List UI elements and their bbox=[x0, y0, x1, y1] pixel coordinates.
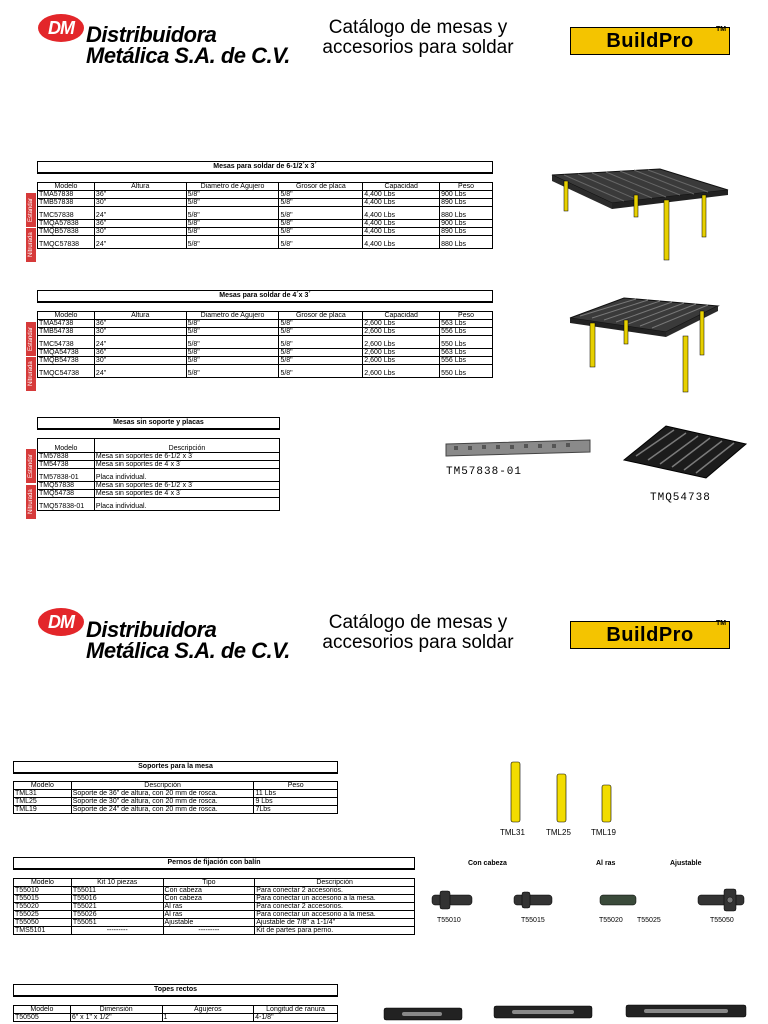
cell: TMA54738 bbox=[38, 320, 95, 328]
cell: 5/8" bbox=[279, 236, 363, 249]
leg-label-tml31: TML31 bbox=[500, 828, 525, 837]
table6-caption: Topes rectos bbox=[13, 984, 338, 997]
cell: T55025 bbox=[14, 911, 72, 919]
col-header: Peso bbox=[254, 782, 338, 790]
cell: T55015 bbox=[14, 895, 72, 903]
cell: T55021 bbox=[71, 903, 163, 911]
pin-label-t55025: T55025 bbox=[637, 917, 661, 924]
cell: 5/8" bbox=[186, 357, 279, 365]
table-header-row bbox=[38, 183, 493, 191]
cell: Soporte de 36" de altura, con 20 mm de rosca. bbox=[71, 790, 254, 798]
table1-caption: Mesas para soldar de 6-1/2´x 3´ bbox=[37, 161, 493, 174]
cell: 5/8" bbox=[186, 199, 279, 207]
table-row bbox=[38, 220, 493, 228]
cell: 550 Lbs bbox=[440, 336, 493, 349]
col-header: Diametro de Agujero bbox=[186, 312, 279, 320]
dm-logo bbox=[38, 14, 84, 44]
catalog-title bbox=[308, 18, 528, 58]
cell: 36" bbox=[94, 320, 186, 328]
table6 bbox=[13, 1005, 338, 1022]
cell: Al ras bbox=[163, 903, 255, 911]
table-row bbox=[14, 895, 415, 903]
table-row bbox=[38, 336, 493, 349]
cell: Placa individual. bbox=[94, 469, 279, 482]
cell: 2,600 Lbs bbox=[363, 357, 440, 365]
cell: 36" bbox=[94, 220, 186, 228]
cell: Para conectar un accesorio a la mesa. bbox=[255, 911, 415, 919]
catalog-title-line1: Catálogo de mesas y bbox=[328, 17, 508, 38]
cell: Soporte de 24" de altura, con 20 mm de rosca. bbox=[71, 806, 254, 814]
col-header: Kit 10 piezas bbox=[71, 879, 163, 887]
cell: 5/8" bbox=[186, 236, 279, 249]
cell: 5/8" bbox=[279, 328, 363, 336]
cell: 5/8" bbox=[186, 365, 279, 378]
cell: 24" bbox=[94, 207, 186, 220]
catalog-title-line1: Catálogo de mesas y bbox=[328, 612, 508, 633]
welding-table-small-image bbox=[566, 296, 721, 396]
table-row bbox=[14, 903, 415, 911]
table-row bbox=[38, 482, 280, 490]
cell: TMC54738 bbox=[38, 336, 95, 349]
leg-label-tml19: TML19 bbox=[591, 828, 616, 837]
col-header: Longitud de ranura bbox=[254, 1006, 338, 1014]
col-header: Descripción bbox=[255, 879, 415, 887]
table-row bbox=[38, 453, 280, 461]
cell: 30" bbox=[94, 328, 186, 336]
table-row bbox=[14, 806, 338, 814]
table-row bbox=[38, 469, 280, 482]
col-header: Capacidad bbox=[363, 183, 440, 191]
cell: 30" bbox=[94, 357, 186, 365]
buildpro-tm-2: TM bbox=[716, 620, 727, 627]
cell: 2,600 Lbs bbox=[363, 349, 440, 357]
col-header: Modelo bbox=[14, 1006, 71, 1014]
col-header: Tipo bbox=[163, 879, 255, 887]
side-label-nitrurada-3: Nitrurada bbox=[26, 485, 36, 519]
cell: 6" x 1" x 1/2" bbox=[70, 1014, 162, 1022]
table-row bbox=[38, 349, 493, 357]
buildpro-logo-2 bbox=[570, 621, 730, 649]
table-row bbox=[38, 498, 280, 511]
cell: TMQA54738 bbox=[38, 349, 95, 357]
table-top-image bbox=[622, 424, 748, 480]
table2-caption: Mesas para soldar de 4´x 3´ bbox=[37, 290, 493, 303]
cell: Con cabeza bbox=[163, 887, 255, 895]
pin-group-con-cabeza: Con cabeza bbox=[468, 860, 507, 867]
pin-group-al-ras: Al ras bbox=[596, 860, 616, 867]
cell: 4-1/8" bbox=[254, 1014, 338, 1022]
cell: 5/8" bbox=[279, 191, 363, 199]
table-row bbox=[14, 1014, 338, 1022]
cell: TMC57838 bbox=[38, 207, 95, 220]
cell: TM54738 bbox=[38, 461, 95, 469]
cell: TMQC54738 bbox=[38, 365, 95, 378]
cell: TMQA57838 bbox=[38, 220, 95, 228]
table4 bbox=[13, 781, 338, 814]
col-header: Altura bbox=[94, 312, 186, 320]
cell: T55050 bbox=[14, 919, 72, 927]
table-row bbox=[38, 199, 493, 207]
cell: T55011 bbox=[71, 887, 163, 895]
side-label-estandar-3: Estandar bbox=[26, 449, 36, 483]
cell: TMQ57838 bbox=[38, 482, 95, 490]
pin-label-t55050: T55050 bbox=[710, 917, 734, 924]
cell: 890 Lbs bbox=[440, 199, 493, 207]
col-header: Diametro de Agujero bbox=[186, 183, 279, 191]
pin-group-ajustable: Ajustable bbox=[670, 860, 702, 867]
pin-label-t55020: T55020 bbox=[599, 917, 623, 924]
cell: Mesa sin soportes de 6-1/2´x 3´ bbox=[94, 482, 279, 490]
cell: 5/8" bbox=[186, 320, 279, 328]
table-row bbox=[38, 357, 493, 365]
cell: 900 Lbs bbox=[440, 220, 493, 228]
cell: 5/8" bbox=[186, 191, 279, 199]
cell: TMQ57838-01 bbox=[38, 498, 95, 511]
cell: 5/8" bbox=[186, 328, 279, 336]
cell: 24" bbox=[94, 336, 186, 349]
cell: TM57838 bbox=[38, 453, 95, 461]
cell: 890 Lbs bbox=[440, 228, 493, 236]
cell: 2,600 Lbs bbox=[363, 320, 440, 328]
cell: 24" bbox=[94, 365, 186, 378]
table-row bbox=[14, 927, 415, 935]
cell: TML25 bbox=[14, 798, 72, 806]
table3 bbox=[37, 438, 280, 511]
cell: 2,600 Lbs bbox=[363, 365, 440, 378]
cell: TMQC57838 bbox=[38, 236, 95, 249]
buildpro-logo-text: BuildPro bbox=[606, 29, 694, 52]
cell: TML31 bbox=[14, 790, 72, 798]
cell: Para conectar un accesorio a la mesa. bbox=[255, 895, 415, 903]
table-row bbox=[38, 207, 493, 220]
table-header-row bbox=[38, 439, 280, 453]
cell: 30" bbox=[94, 228, 186, 236]
dm-logo-mark-2: DM bbox=[38, 608, 84, 636]
side-label-estandar-1: Estandar bbox=[26, 193, 36, 227]
col-header: Descripción bbox=[94, 439, 279, 453]
cell: Mesa sin soportes de 6-1/2´x 3´ bbox=[94, 453, 279, 461]
cell: TMQ54738 bbox=[38, 490, 95, 498]
cell: 563 Lbs bbox=[440, 349, 493, 357]
cell: TML19 bbox=[14, 806, 72, 814]
cell: Para conectar 2 accesorios. bbox=[255, 887, 415, 895]
col-header: Modelo bbox=[14, 782, 72, 790]
table-row bbox=[14, 919, 415, 927]
cell: 5/8" bbox=[279, 199, 363, 207]
cell: 5/8" bbox=[279, 365, 363, 378]
cell: 550 Lbs bbox=[440, 365, 493, 378]
cell: T55026 bbox=[71, 911, 163, 919]
cell: 4,400 Lbs bbox=[363, 220, 440, 228]
cell: TMB54738 bbox=[38, 328, 95, 336]
cell: 4,400 Lbs bbox=[363, 199, 440, 207]
table2 bbox=[37, 311, 493, 378]
col-header: Altura bbox=[94, 183, 186, 191]
cell: TM57838-01 bbox=[38, 469, 95, 482]
cell: Mesa sin soportes de 4´x 3´ bbox=[94, 490, 279, 498]
col-header: Modelo bbox=[38, 183, 95, 191]
table1 bbox=[37, 182, 493, 249]
pin-label-t55010: T55010 bbox=[437, 917, 461, 924]
cell: TMQB57838 bbox=[38, 228, 95, 236]
cell: 5/8" bbox=[279, 357, 363, 365]
cell: 7Lbs bbox=[254, 806, 338, 814]
cell: 2,600 Lbs bbox=[363, 328, 440, 336]
cell: 2,600 Lbs bbox=[363, 336, 440, 349]
cell: 5/8" bbox=[186, 207, 279, 220]
table-header-row bbox=[14, 782, 338, 790]
cell: 5/8" bbox=[279, 228, 363, 236]
cell: 880 Lbs bbox=[440, 236, 493, 249]
table4-caption: Soportes para la mesa bbox=[13, 761, 338, 774]
col-header: Modelo bbox=[38, 312, 95, 320]
cell: 11 Lbs bbox=[254, 790, 338, 798]
col-header: Capacidad bbox=[363, 312, 440, 320]
col-header: Peso bbox=[440, 312, 493, 320]
table-top-model-label: TMQ54738 bbox=[650, 492, 711, 504]
company-line2: Metálica S.A. de C.V. bbox=[86, 638, 290, 663]
company-line1: Distribuidora bbox=[86, 617, 217, 642]
cell: Ajustable de 7/8" a 1-1/4" bbox=[255, 919, 415, 927]
cell: 36" bbox=[94, 349, 186, 357]
pin-label-t55015: T55015 bbox=[521, 917, 545, 924]
table5 bbox=[13, 878, 415, 935]
company-line1: Distribuidora bbox=[86, 22, 217, 47]
cell: 880 Lbs bbox=[440, 207, 493, 220]
cell: 4,400 Lbs bbox=[363, 236, 440, 249]
table-header-row bbox=[38, 312, 493, 320]
side-label-nitrurada-2: Nitrurada bbox=[26, 357, 36, 391]
straight-stops-image bbox=[382, 1004, 752, 1024]
table-row bbox=[38, 228, 493, 236]
table-row bbox=[14, 911, 415, 919]
cell: T55016 bbox=[71, 895, 163, 903]
plate-image bbox=[444, 438, 592, 460]
col-header: Descripción bbox=[71, 782, 254, 790]
company-line2: Metálica S.A. de C.V. bbox=[86, 43, 290, 68]
cell: 24" bbox=[94, 236, 186, 249]
cell: T50505 bbox=[14, 1014, 71, 1022]
table-row bbox=[38, 328, 493, 336]
cell: 556 Lbs bbox=[440, 328, 493, 336]
table5-caption: Pernos de fijación con balín bbox=[13, 857, 415, 870]
table-header-row bbox=[14, 1006, 338, 1014]
cell: 900 Lbs bbox=[440, 191, 493, 199]
cell: Para conectar 2 accesorios. bbox=[255, 903, 415, 911]
col-header: Dimensión bbox=[70, 1006, 162, 1014]
company-name-2 bbox=[86, 619, 290, 661]
cell: TMS5101 bbox=[14, 927, 72, 935]
cell: 5/8" bbox=[279, 320, 363, 328]
col-header: Modelo bbox=[14, 879, 72, 887]
cell: 4,400 Lbs bbox=[363, 191, 440, 199]
col-header: Grosor de placa bbox=[279, 183, 363, 191]
catalog-title-2 bbox=[308, 613, 528, 653]
cell: TMA57838 bbox=[38, 191, 95, 199]
cell: 1 bbox=[162, 1014, 254, 1022]
side-label-estandar-2: Estandar bbox=[26, 322, 36, 356]
cell: 5/8" bbox=[186, 220, 279, 228]
cell: 563 Lbs bbox=[440, 320, 493, 328]
cell: T55010 bbox=[14, 887, 72, 895]
cell: 30" bbox=[94, 199, 186, 207]
table-header-row bbox=[14, 879, 415, 887]
table-row bbox=[38, 320, 493, 328]
table-row bbox=[38, 461, 280, 469]
table-row bbox=[38, 365, 493, 378]
cell: 5/8" bbox=[279, 336, 363, 349]
cell: --------- bbox=[163, 927, 255, 935]
cell: Ajustable bbox=[163, 919, 255, 927]
cell: 5/8" bbox=[186, 336, 279, 349]
buildpro-logo bbox=[570, 27, 730, 55]
col-header: Modelo bbox=[38, 439, 95, 453]
cell: TMB57838 bbox=[38, 199, 95, 207]
buildpro-logo-text: BuildPro bbox=[606, 623, 694, 646]
cell: Con cabeza bbox=[163, 895, 255, 903]
plate-model-label: TM57838-01 bbox=[446, 466, 523, 478]
cell: 4,400 Lbs bbox=[363, 207, 440, 220]
leg-label-tml25: TML25 bbox=[546, 828, 571, 837]
cell: 5/8" bbox=[186, 349, 279, 357]
table-row bbox=[38, 236, 493, 249]
cell: 5/8" bbox=[279, 220, 363, 228]
cell: 5/8" bbox=[279, 207, 363, 220]
table-row bbox=[38, 490, 280, 498]
cell: Placa individual. bbox=[94, 498, 279, 511]
company-name bbox=[86, 24, 290, 66]
side-label-nitrurada-1: Nitrurada bbox=[26, 228, 36, 262]
table3-caption: Mesas sin soporte y placas bbox=[37, 417, 280, 430]
table-row bbox=[14, 887, 415, 895]
table-row bbox=[14, 798, 338, 806]
cell: T55020 bbox=[14, 903, 72, 911]
cell: 4,400 Lbs bbox=[363, 228, 440, 236]
table-row bbox=[38, 191, 493, 199]
cell: Soporte de 30" de altura, con 20 mm de rosca. bbox=[71, 798, 254, 806]
cell: 9 Lbs bbox=[254, 798, 338, 806]
catalog-title-line2: accesorios para soldar bbox=[322, 37, 514, 58]
welding-table-large-image bbox=[548, 165, 733, 265]
cell: T55051 bbox=[71, 919, 163, 927]
cell: Kit de partes para perno. bbox=[255, 927, 415, 935]
cell: --------- bbox=[71, 927, 163, 935]
col-header: Peso bbox=[440, 183, 493, 191]
dm-logo-mark: DM bbox=[38, 14, 84, 42]
table-legs-image bbox=[508, 760, 614, 826]
cell: Al ras bbox=[163, 911, 255, 919]
col-header: Grosor de placa bbox=[279, 312, 363, 320]
cell: 556 Lbs bbox=[440, 357, 493, 365]
cell: TMQB54738 bbox=[38, 357, 95, 365]
col-header: Agujeros bbox=[162, 1006, 254, 1014]
cell: 5/8" bbox=[279, 349, 363, 357]
cell: 36" bbox=[94, 191, 186, 199]
cell: 5/8" bbox=[186, 228, 279, 236]
dm-logo-2 bbox=[38, 608, 84, 638]
table-row bbox=[14, 790, 338, 798]
buildpro-tm: TM bbox=[716, 26, 727, 33]
cell: Mesa sin soportes de 4´x 3´ bbox=[94, 461, 279, 469]
catalog-title-line2: accesorios para soldar bbox=[322, 632, 514, 653]
locking-pins-image bbox=[428, 886, 758, 916]
